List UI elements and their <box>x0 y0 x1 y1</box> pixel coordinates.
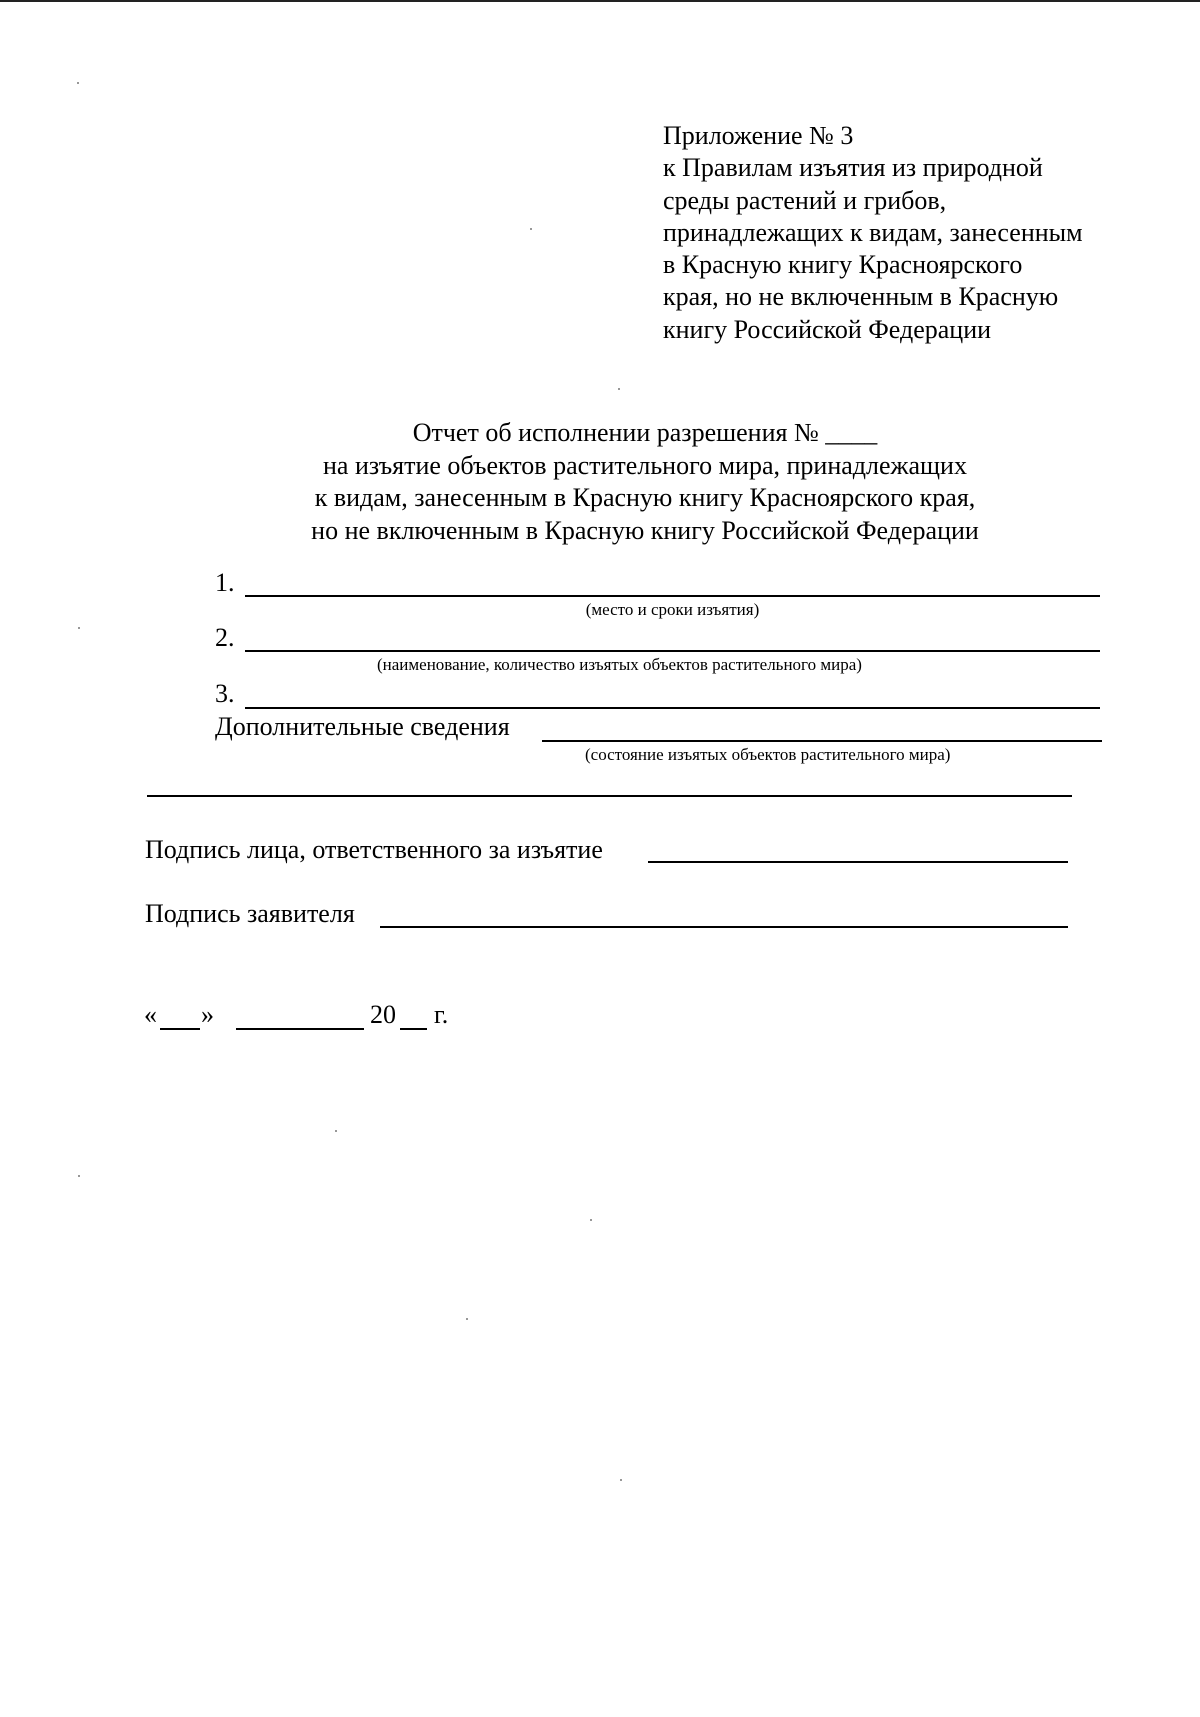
responsible-signature-line[interactable] <box>648 861 1068 863</box>
appendix-line: края, но не включенным в Красную <box>663 282 1059 312</box>
appendix-line: в Красную книгу Красноярского <box>663 250 1023 280</box>
title-line: на изъятие объектов растительного мира, принадлежащих <box>323 450 967 480</box>
additional-info-line[interactable] <box>542 740 1102 742</box>
appendix-line: к Правилам изъятия из природной <box>663 153 1043 183</box>
title-line: Отчет об исполнении разрешения № ____ <box>412 418 878 447</box>
scan-top-edge <box>0 0 1200 2</box>
field-3-number: 3. <box>215 679 235 708</box>
scan-speck <box>590 1219 592 1221</box>
scan-speck <box>78 627 80 629</box>
field-2-caption: (наименование, количество изъятых объектов растительного мира) <box>377 655 862 674</box>
date-day-line[interactable] <box>160 1028 200 1030</box>
scan-speck <box>618 388 620 390</box>
field-1-caption: (место и сроки изъятия) <box>585 600 760 619</box>
scan-speck <box>530 228 532 230</box>
additional-info-label: Дополнительные сведения <box>215 712 510 741</box>
responsible-signature-label: Подпись лица, ответственного за изъятие <box>145 835 603 864</box>
date-close-quote: » <box>201 1000 214 1029</box>
additional-info-continuation-line[interactable] <box>147 795 1072 797</box>
field-3-line[interactable] <box>245 707 1100 709</box>
additional-info-caption: (состояние изъятых объектов растительного мира) <box>585 745 951 764</box>
report-title <box>200 417 1090 547</box>
field-2-line[interactable] <box>245 650 1100 652</box>
appendix-line: среды растений и грибов, <box>663 185 947 215</box>
date-year-prefix: 20 <box>370 1000 396 1029</box>
scan-speck <box>335 1130 337 1132</box>
date-year-line[interactable] <box>400 1028 427 1030</box>
date-open-quote: « <box>144 1000 157 1029</box>
field-1-line[interactable] <box>245 595 1100 597</box>
appendix-line: принадлежащих к видам, занесенным <box>663 217 1083 247</box>
date-month-line[interactable] <box>236 1028 364 1030</box>
applicant-signature-label: Подпись заявителя <box>145 899 355 928</box>
scan-speck <box>77 82 79 84</box>
scan-speck <box>620 1479 622 1481</box>
title-line: к видам, занесенным в Красную книгу Красноярского края, <box>314 483 976 512</box>
title-line: но не включенным в Красную книгу Российской Федерации <box>311 515 979 545</box>
date-year-suffix: г. <box>434 1000 449 1029</box>
scan-speck <box>466 1318 468 1320</box>
appendix-header <box>663 120 1083 346</box>
field-2-number: 2. <box>215 623 235 652</box>
appendix-line: Приложение № 3 <box>663 121 854 150</box>
scan-speck <box>78 1175 80 1177</box>
applicant-signature-line[interactable] <box>380 926 1068 928</box>
field-1-number: 1. <box>215 568 235 597</box>
appendix-line: книгу Российской Федерации <box>663 314 992 344</box>
